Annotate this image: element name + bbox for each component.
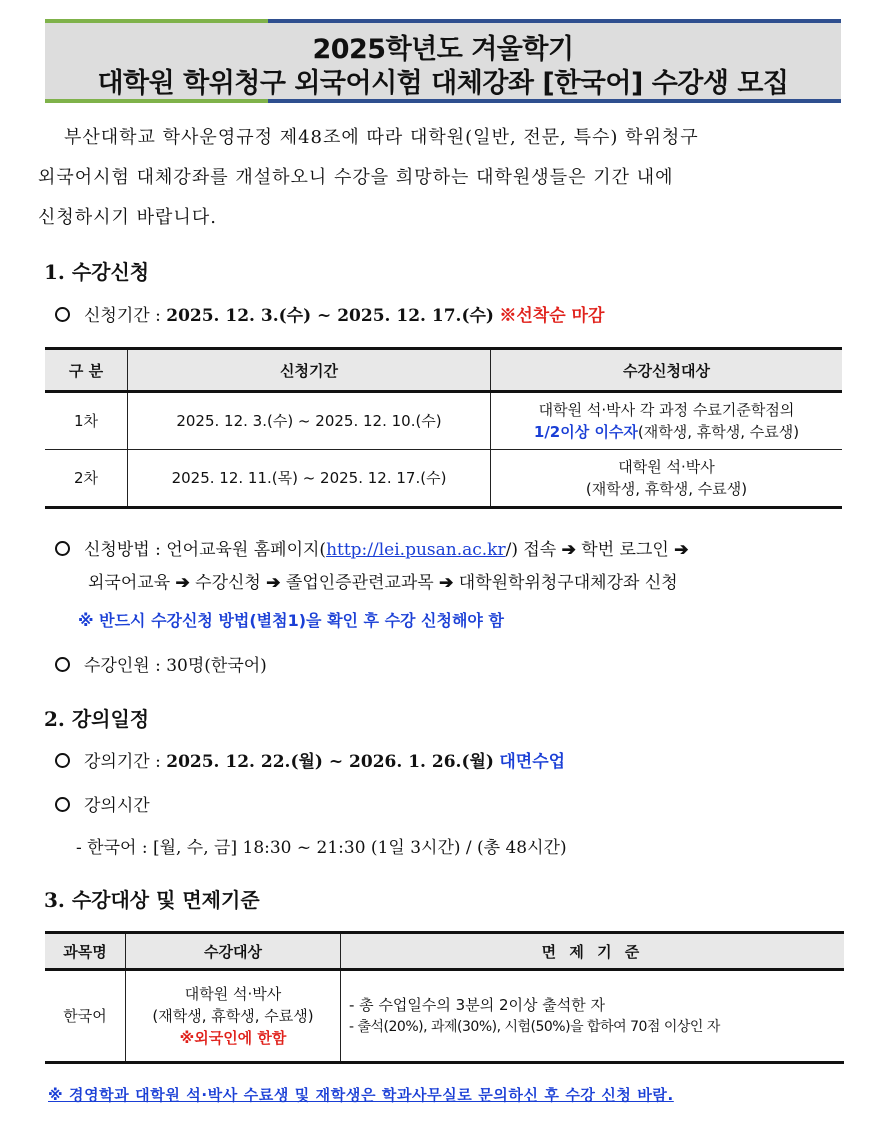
title-top-rule <box>45 19 841 23</box>
exemption-table <box>45 931 844 1064</box>
intro-paragraph <box>38 118 844 238</box>
arrow-right-icon: ➔ <box>439 573 454 593</box>
table-row <box>45 970 844 1063</box>
criteria-cell: - 총 수업일수의 3분의 2이상 출석한 자 - 출석(20%), 과제(30%), 시험(50%)을 합하여 70점 이상인 자 <box>341 970 845 1063</box>
round-cell: 1차 <box>45 392 128 450</box>
header-period: 신청기간 <box>128 349 491 392</box>
arrow-right-icon: ➔ <box>561 540 576 560</box>
arrow-right-icon: ➔ <box>175 573 190 593</box>
lecture-time-detail: - 한국어 : [월, 수, 금] 18:30 ~ 21:30 (1일 3시간) / (총 48시간) <box>76 838 567 858</box>
application-method: 신청방법 : 언어교육원 홈페이지(http://lei.pusan.ac.kr/) 접속 ➔ 학번 로그인 ➔ <box>55 535 688 560</box>
section-1-heading: 1. 수강신청 <box>44 260 150 284</box>
table-header-row <box>45 349 842 392</box>
title-line-1: 2025학년도 겨울학기 <box>312 34 574 65</box>
circle-bullet-icon <box>55 753 70 768</box>
header-target: 수강신청대상 <box>491 349 843 392</box>
lecture-period: 강의기간 : 2025. 12. 22.(월) ~ 2026. 1. 26.(월) 대면수업 <box>55 747 565 772</box>
in-person-note: 대면수업 <box>499 752 566 772</box>
circle-bullet-icon <box>55 307 70 322</box>
period-cell: 2025. 12. 11.(목) ~ 2025. 12. 17.(수) <box>128 450 491 508</box>
lei-homepage-link[interactable]: http://lei.pusan.ac.kr <box>326 540 506 560</box>
header-target: 수강대상 <box>126 933 341 970</box>
target-cell: 대학원 석·박사 (재학생, 휴학생, 수료생) <box>491 450 843 508</box>
application-period-value: 2025. 12. 3.(수) ~ 2025. 12. 17.(수) <box>166 306 494 326</box>
section-3-heading: 3. 수강대상 및 면제기준 <box>44 888 260 912</box>
credit-requirement: 1/2이상 이수자 <box>533 423 638 441</box>
period-cell: 2025. 12. 3.(수) ~ 2025. 12. 10.(수) <box>128 392 491 450</box>
circle-bullet-icon <box>55 657 70 672</box>
intro-line-2: 외국어시험 대체강좌를 개설하오니 수강을 희망하는 대학원생들은 기간 내에 <box>38 167 674 188</box>
title-line-2: 대학원 학위청구 외국어시험 대체강좌 [한국어] 수강생 모집 <box>97 68 789 99</box>
title-bottom-rule <box>45 99 841 103</box>
table-header-row <box>45 933 844 970</box>
circle-bullet-icon <box>55 541 70 556</box>
lecture-time: 강의시간 <box>55 791 150 816</box>
target-cell: 대학원 석·박사 각 과정 수료기준학점의 1/2이상 이수자(재학생, 휴학생, 수료생) <box>491 392 843 450</box>
header-category: 구 분 <box>45 349 128 392</box>
circle-bullet-icon <box>55 797 70 812</box>
header-criteria: 면 제 기 준 <box>341 933 845 970</box>
subject-cell: 한국어 <box>45 970 126 1063</box>
title-banner <box>45 19 841 103</box>
table-row <box>45 450 842 508</box>
intro-line-3: 신청하시기 바랍니다. <box>38 207 217 228</box>
application-method-steps: 외국어교육 ➔ 수강신청 ➔ 졸업인증관련교과목 ➔ 대학원학위청구대체강좌 신청 <box>88 573 678 593</box>
business-school-notice: ※ 경영학과 대학원 석·박사 수료생 및 재학생은 학과사무실로 문의하신 후 수강 신청 바람. <box>48 1086 674 1104</box>
table-row <box>45 392 842 450</box>
application-table <box>45 347 842 509</box>
first-come-note: ※선착순 마감 <box>499 306 605 326</box>
capacity: 수강인원 : 30명(한국어) <box>55 651 267 676</box>
target-cell: 대학원 석·박사 (재학생, 휴학생, 수료생) ※외국인에 한함 <box>126 970 341 1063</box>
round-cell: 2차 <box>45 450 128 508</box>
section-2-heading: 2. 강의일정 <box>44 707 150 731</box>
method-note: ※ 반드시 수강신청 방법(별첨1)을 확인 후 수강 신청해야 함 <box>78 611 504 630</box>
application-period: 신청기간 : 2025. 12. 3.(수) ~ 2025. 12. 17.(수) ※선착순 마감 <box>55 301 604 326</box>
arrow-right-icon: ➔ <box>266 573 281 593</box>
intro-line-1: 부산대학교 학사운영규정 제48조에 따라 대학원(일반, 전문, 특수) 학위청구 <box>64 127 699 148</box>
lecture-period-value: 2025. 12. 22.(월) ~ 2026. 1. 26.(월) <box>166 752 494 772</box>
arrow-right-icon: ➔ <box>674 540 689 560</box>
foreigners-only-note: ※외국인에 한함 <box>179 1029 287 1047</box>
header-subject: 과목명 <box>45 933 126 970</box>
